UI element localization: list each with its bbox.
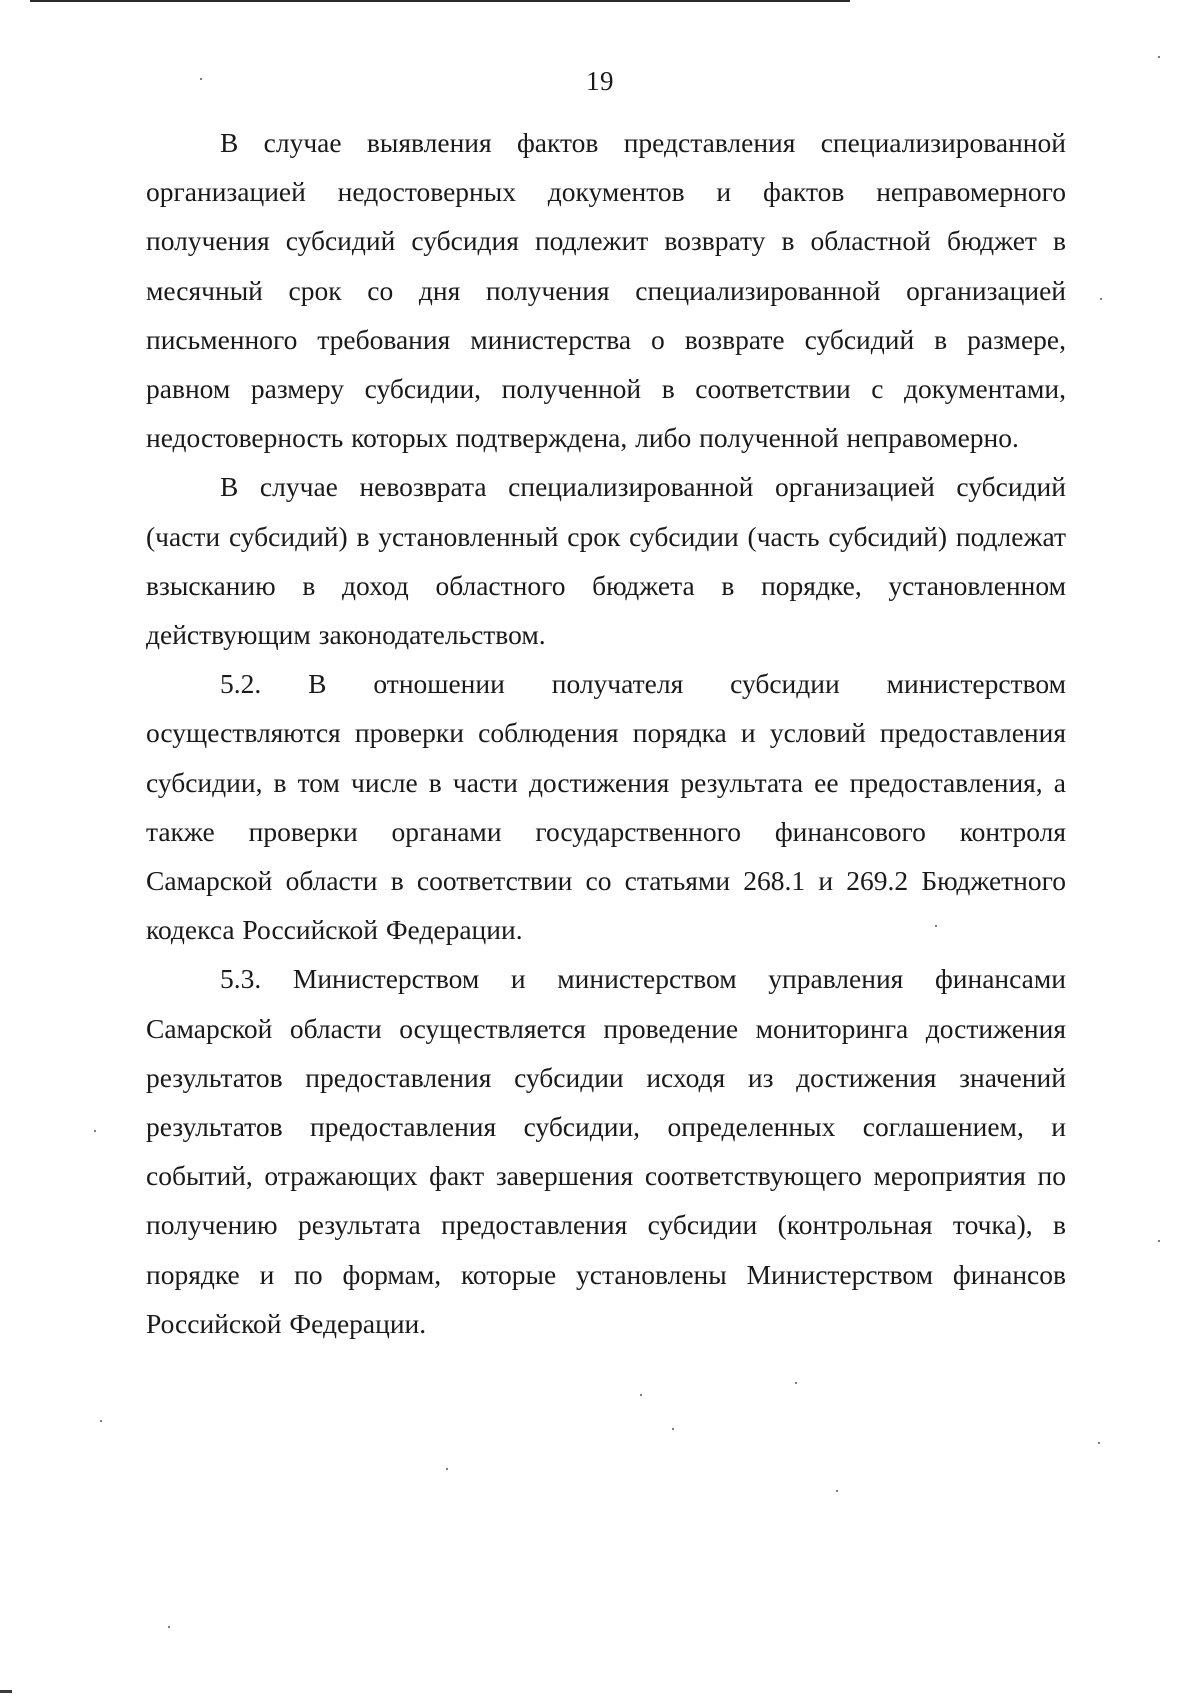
- scan-bottom-edge-mark: [0, 1690, 12, 1693]
- scan-speck: [168, 1626, 170, 1628]
- scan-speck: [1100, 298, 1102, 300]
- scan-top-edge-line: [30, 0, 850, 2]
- scan-speck: [836, 1490, 838, 1492]
- scan-speck: [640, 1394, 642, 1396]
- paragraph-section-5-2-inspections: 5.2. В отношении получателя субсидии министерством осуществляются проверки соблюдения порядка и условий предоставления субсидии, в том числе в части достижения результата ее предоставления, а также проверки органами государственного финансового контроля Самарской области в соответствии со статьями 268.1 и 269.2 Бюджетного кодекса Российской Федерации.: [146, 668, 1066, 946]
- document-body: [146, 118, 1066, 1348]
- scan-speck: [795, 1382, 797, 1384]
- scan-speck: [1158, 56, 1160, 58]
- paragraph-section-5-3-monitoring: 5.3. Министерством и министерством управления финансами Самарской области осуществляется проведение мониторинга достижения результатов предоставления субсидии исходя из достижения значений результатов предоставления субсидии, определенных соглашением, и событий, отражающих факт завершения соответствующего мероприятия по получению результата предоставления субсидии (контрольная точка), в порядке и по формам, которые установлены Министерством финансов Российской Федерации.: [146, 963, 1066, 1339]
- page-number: 19: [586, 66, 614, 96]
- paragraph-non-return-recovery: В случае невозврата специализированной организацией субсидий (части субсидий) в установленный срок субсидии (часть субсидий) подлежат взысканию в доход областного бюджета в порядке, установленном действующим законодательством.: [146, 471, 1066, 651]
- scan-speck: [672, 1428, 674, 1430]
- scan-speck: [1098, 1442, 1100, 1444]
- scan-speck: [100, 1420, 102, 1422]
- scan-speck: [94, 1130, 96, 1132]
- scan-speck: [446, 1468, 448, 1470]
- paragraph-refund-unreliable-documents: В случае выявления фактов представления специализированной организацией недостоверных документов и фактов неправомерного получения субсидий субсидия подлежит возврату в областной бюджет в месячный срок со дня получения специализированной организацией письменного требования министерства о возврате субсидий в размере, равном размеру субсидии, полученной в соответствии с документами, недостоверность которых подтверждена, либо полученной неправомерно.: [146, 127, 1066, 454]
- scan-speck: [1158, 1240, 1160, 1242]
